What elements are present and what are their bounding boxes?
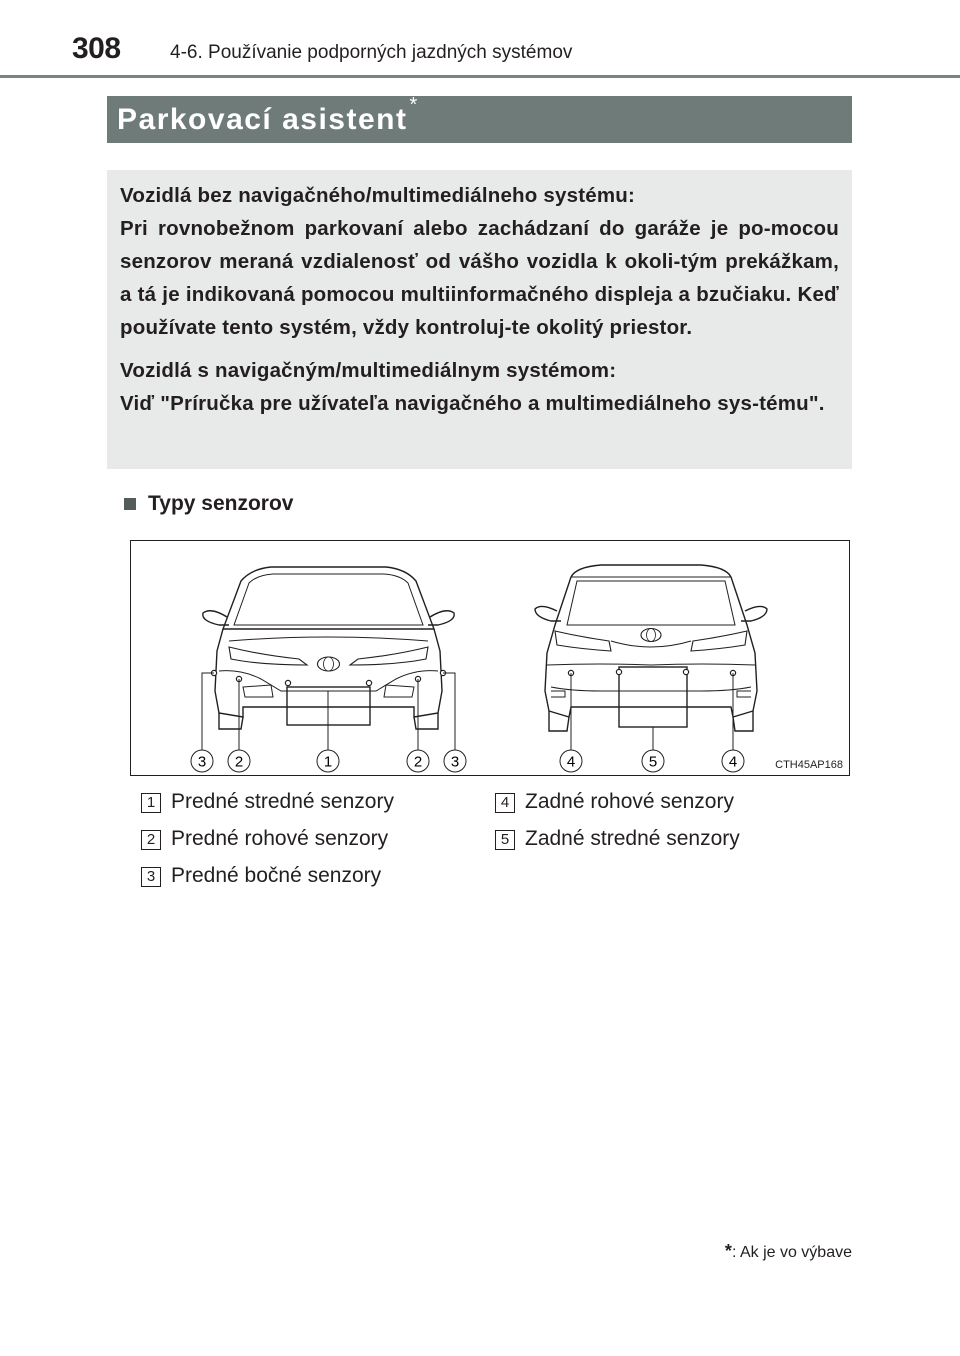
front-callout-label: 3	[450, 753, 460, 771]
legend-text: Zadné rohové senzory	[525, 790, 734, 813]
info-box	[107, 170, 852, 469]
front-callout-3-right	[444, 750, 466, 772]
info-heading-without-nav: Vozidlá bez navigačného/multimediálneho systému:	[120, 184, 635, 207]
footnote	[725, 1241, 852, 1262]
legend-text: Predné stredné senzory	[171, 790, 394, 813]
legend-number: 1	[141, 793, 161, 813]
rear-callout-4-left	[560, 750, 582, 772]
front-callout-2-left	[228, 750, 250, 772]
legend-number: 4	[495, 793, 515, 813]
legend-item	[495, 826, 740, 852]
figure-code: CTH45AP168	[775, 759, 843, 771]
front-callout-label: 1	[323, 753, 333, 771]
front-callout-2-right	[407, 750, 429, 772]
rear-callout-label: 5	[648, 753, 658, 771]
legend-number: 3	[141, 867, 161, 887]
front-callouts	[191, 750, 466, 772]
front-callout-label: 3	[197, 753, 207, 771]
info-heading-with-nav: Vozidlá s navigačným/multimediálnym systémom:	[120, 359, 617, 382]
rear-callout-5	[642, 750, 664, 772]
header-divider	[0, 75, 960, 78]
sensor-types-heading-text: Typy senzorov	[148, 492, 294, 515]
legend-item	[141, 863, 381, 889]
front-callout-label: 2	[413, 753, 423, 771]
square-bullet-icon	[124, 498, 136, 510]
info-text-without-nav: Pri rovnobežnom parkovaní alebo zachádzaní do garáže je po-mocou senzorov meraná vzdialenosť od vášho vozidla k okoli-tým prekážkam, a tá je indikovaná pomocou multiinformačného displeja a bzučiaku. Keď používate tento systém, vždy kontroluj-te okolitý priestor.	[120, 217, 839, 339]
rear-callout-label: 4	[728, 753, 738, 771]
sensor-figure	[130, 540, 850, 776]
sensor-types-heading	[124, 492, 293, 516]
section-banner	[107, 96, 852, 143]
rear-callouts	[560, 750, 744, 772]
legend-text: Predné rohové senzory	[171, 827, 389, 850]
front-callout-1	[317, 750, 339, 772]
legend-number: 5	[495, 830, 515, 850]
info-text-with-nav: Viď "Príručka pre užívateľa navigačného a multimediálneho sys-tému".	[120, 392, 825, 415]
front-callout-label: 2	[234, 753, 244, 771]
section-title: Parkovací asistent	[117, 103, 408, 136]
optional-equipment-mark: *	[409, 94, 418, 116]
legend-number: 2	[141, 830, 161, 850]
chapter-title: 4-6. Používanie podporných jazdných systémov	[170, 42, 573, 63]
legend-item	[141, 789, 394, 815]
footnote-text: : Ak je vo výbave	[731, 1244, 852, 1261]
rear-callout-4-right	[722, 750, 744, 772]
legend-item	[495, 789, 734, 815]
front-car-drawing	[202, 567, 455, 751]
legend-text: Predné bočné senzory	[171, 864, 382, 887]
legend-text: Zadné stredné senzory	[525, 827, 740, 850]
rear-callout-label: 4	[566, 753, 576, 771]
footnote-asterisk-icon: *	[724, 1241, 732, 1261]
rear-car-drawing	[535, 565, 767, 751]
car-illustration	[131, 541, 851, 777]
front-callout-3-left	[191, 750, 213, 772]
page-number: 308	[72, 32, 121, 65]
legend-item	[141, 826, 388, 852]
